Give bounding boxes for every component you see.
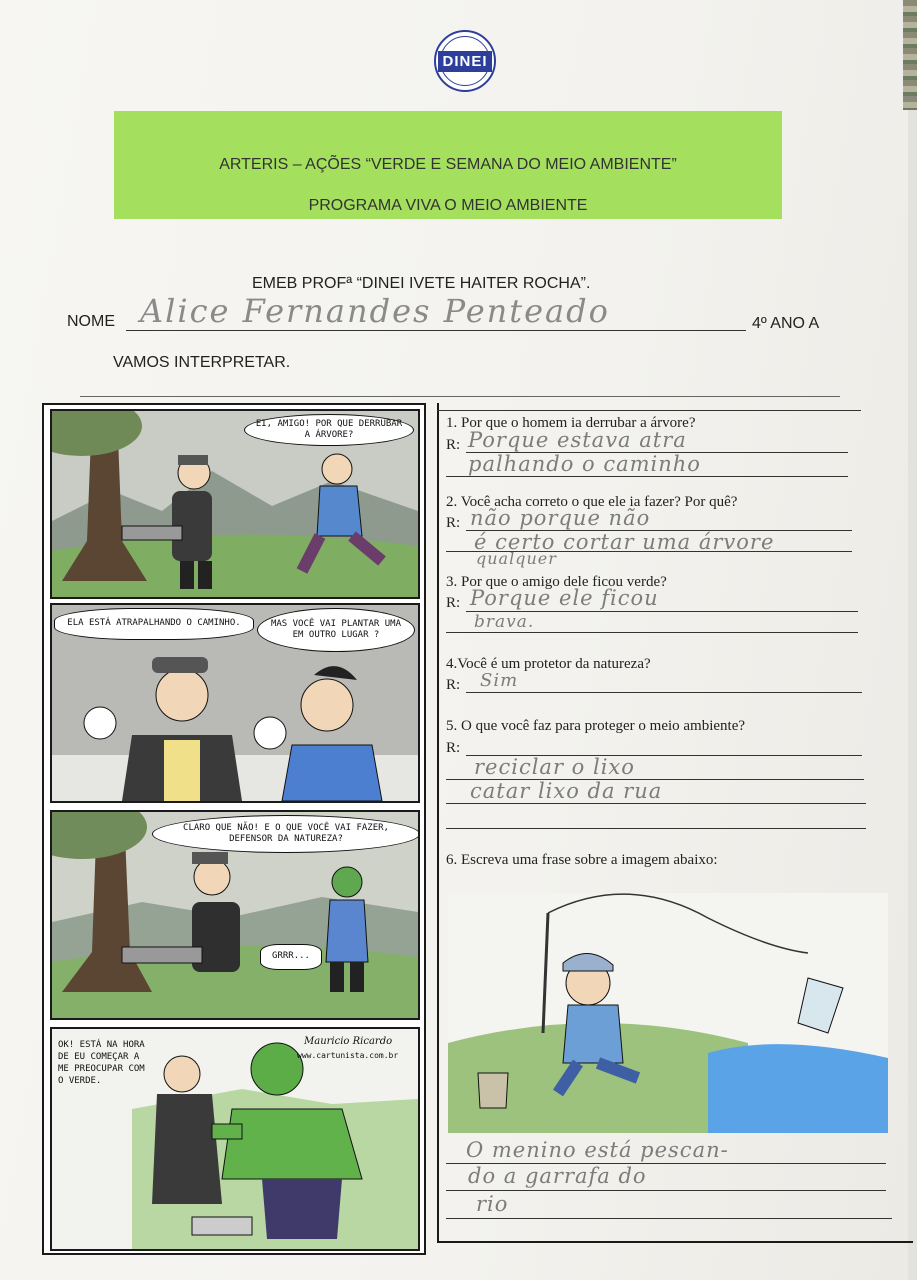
- cartoonist-site: www.cartunista.com.br: [297, 1051, 399, 1060]
- answer-2-line-3: qualquer: [476, 549, 557, 568]
- background-edge: [903, 0, 917, 110]
- panel-1-bubble: EI, AMIGO! POR QUE DERRUBAR A ÁRVORE?: [244, 414, 414, 446]
- question-5: 5. O que você faz para proteger o meio ambiente?: [446, 718, 746, 734]
- comic-panel-4: [50, 1027, 420, 1251]
- comic-strip: [42, 403, 426, 1255]
- section-title: VAMOS INTERPRETAR.: [113, 354, 291, 371]
- fishing-illustration: [448, 893, 888, 1133]
- cartoonist-signature: Mauricio Ricardo: [304, 1036, 393, 1047]
- answer-3-label: R:: [446, 595, 461, 611]
- answer-3-rule-2: [446, 632, 858, 633]
- question-3: 3. Por que o amigo dele ficou verde?: [446, 574, 667, 590]
- answer-5-label: R:: [446, 740, 461, 756]
- banner-subtitle: PROGRAMA VIVA O MEIO AMBIENTE: [308, 197, 588, 214]
- panel-2-bubble-man: ELA ESTÁ ATRAPALHANDO O CAMINHO.: [54, 608, 254, 640]
- panel-4-speech: OK! ESTÁ NA HORA DE EU COMEÇAR A ME PREOCUPAR COM O VERDE.: [58, 1040, 145, 1087]
- answer-6-line-3: rio: [476, 1192, 509, 1216]
- answer-1-label: R:: [446, 437, 461, 453]
- comic-panel-2: [50, 603, 420, 803]
- logo-text: DINEI: [438, 51, 491, 72]
- answer-6-rule-3: [446, 1218, 892, 1219]
- section-rule: [80, 396, 840, 397]
- question-2: 2. Você acha correto o que ele ia fazer? Por quê?: [446, 494, 738, 510]
- answer-6-line-1: O menino está pescan-: [466, 1138, 729, 1162]
- question-6: 6. Escreva uma frase sobre a imagem abaixo:: [446, 852, 718, 868]
- answer-6-rule-2: [446, 1190, 886, 1191]
- answer-5-line-1: reciclar o lixo: [474, 755, 635, 779]
- banner-title: ARTERIS – AÇÕES “VERDE E SEMANA DO MEIO AMBIENTE”: [219, 156, 677, 173]
- panel-2-bubble-friend: MAS VOCÊ VAI PLANTAR UMA EM OUTRO LUGAR ?: [257, 608, 415, 652]
- school-name: EMEB PROFª “DINEI IVETE HAITER ROCHA”.: [252, 275, 591, 292]
- question-top-rule: [437, 410, 861, 411]
- answer-1-line-2: palhando o caminho: [468, 452, 701, 476]
- answer-4-label: R:: [446, 677, 461, 693]
- questions-bottom-border: [437, 1241, 913, 1243]
- comic-panel-3: [50, 810, 420, 1020]
- grade-label: 4º ANO A: [752, 315, 820, 332]
- answer-6-line-2: do a garrafa do: [468, 1164, 647, 1188]
- answer-5-line-2: catar lixo da rua: [470, 779, 663, 803]
- answer-1-rule-2: [446, 476, 848, 477]
- panel-3-bubble: CLARO QUE NÃO! E O QUE VOCÊ VAI FAZER, DEFENSOR DA NATUREZA?: [152, 815, 420, 853]
- answer-3-line-2: brava.: [474, 612, 535, 632]
- answer-2-label: R:: [446, 515, 461, 531]
- answer-3-line-1: Porque ele ficou: [470, 586, 659, 610]
- answer-5-rule-4: [446, 828, 866, 829]
- questions-divider: [437, 403, 439, 1243]
- answer-2-line-2: é certo cortar uma árvore: [474, 530, 775, 554]
- answer-1-line-1: Porque estava atra: [468, 428, 687, 452]
- name-label: NOME: [67, 313, 115, 330]
- name-handwritten: Alice Fernandes Penteado: [140, 292, 610, 330]
- answer-4-line-1: Sim: [480, 670, 519, 691]
- question-4: 4.Você é um protetor da natureza?: [446, 656, 651, 672]
- program-banner: [114, 111, 782, 219]
- school-logo: [434, 30, 496, 92]
- growl-bubble: GRRR...: [260, 944, 322, 970]
- comic-panel-1: [50, 409, 420, 599]
- name-line: [126, 330, 746, 331]
- answer-5-rule-3: [446, 803, 866, 804]
- answer-4-rule: [466, 692, 862, 693]
- answer-2-line-1: não porque não: [470, 506, 651, 530]
- question-1: 1. Por que o homem ia derrubar a árvore?: [446, 415, 696, 431]
